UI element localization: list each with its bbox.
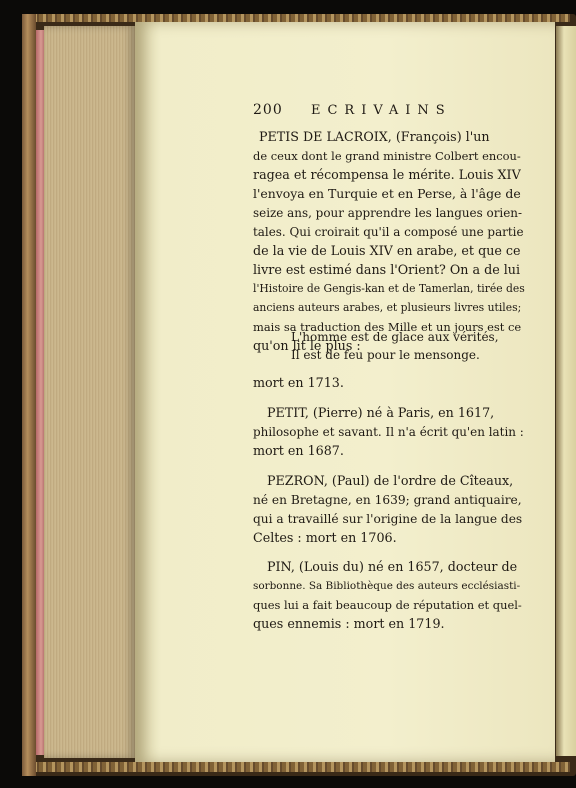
entry-closing: mort en 1713. bbox=[253, 375, 344, 390]
entry-line: livre est estimé dans l'Orient? On a de lui bbox=[253, 262, 521, 277]
entry-line: PETIT, (Pierre) né à Paris, en 1617, bbox=[267, 405, 495, 420]
entry-line: anciens auteurs arabes, et plusieurs livres utiles; bbox=[253, 301, 522, 314]
verse-line: L'homme est de glace aux vérités, bbox=[291, 330, 499, 344]
entry-line: ragea et récompensa le mérite. Louis XIV bbox=[253, 167, 521, 182]
running-title: ECRIVAINS bbox=[311, 103, 452, 118]
entry-line: PEZRON, (Paul) de l'ordre de Cîteaux, bbox=[267, 473, 514, 488]
entry-line: de ceux dont le grand ministre Colbert encou- bbox=[253, 149, 521, 163]
page-header bbox=[253, 100, 525, 120]
entry-line: PIN, (Louis du) né en 1657, docteur de bbox=[267, 559, 518, 574]
entry-line: mort en 1687. bbox=[253, 443, 344, 458]
page-block-edge bbox=[44, 26, 136, 758]
entry-line: seize ans, pour apprendre les langues orien- bbox=[253, 206, 523, 220]
entry-line: Celtes : mort en 1706. bbox=[253, 530, 397, 545]
entry-line: sorbonne. Sa Bibliothèque des auteurs ecclésiasti- bbox=[253, 580, 521, 592]
entry-line: tales. Qui croirait qu'il a composé une partie bbox=[253, 225, 524, 239]
page-number: 200 bbox=[253, 102, 283, 118]
verse-line: Il est de feu pour le mensonge. bbox=[291, 348, 480, 362]
entry-line: ques ennemis : mort en 1719. bbox=[253, 616, 445, 631]
entry-line: né en Bretagne, en 1639; grand antiquaire, bbox=[253, 493, 522, 507]
facing-page-edge bbox=[556, 26, 576, 756]
cover-rim bbox=[22, 14, 36, 776]
entry-line: l'envoya en Turquie et en Perse, à l'âge de bbox=[253, 186, 521, 201]
gilt-edge-top bbox=[30, 14, 570, 22]
entry-line: mais sa traduction des Mille et un jours est ce bbox=[253, 320, 522, 334]
entry-line: ques lui a fait beaucoup de réputation et quel- bbox=[253, 598, 522, 612]
entry-line: philosophe et savant. Il n'a écrit qu'en latin : bbox=[253, 425, 524, 439]
entry-line: qui a travaillé sur l'origine de la langue des bbox=[253, 512, 523, 526]
gilt-edge-bottom bbox=[30, 762, 570, 772]
entry-line: qu'on lit le plus : bbox=[253, 338, 361, 353]
entry-line: l'Histoire de Gengis-kan et de Tamerlan, tirée des bbox=[253, 282, 525, 295]
entry-line: de la vie de Louis XIV en arabe, et que ce bbox=[253, 243, 521, 258]
entry-line: PETIS DE LACROIX, (François) l'un bbox=[259, 129, 490, 144]
